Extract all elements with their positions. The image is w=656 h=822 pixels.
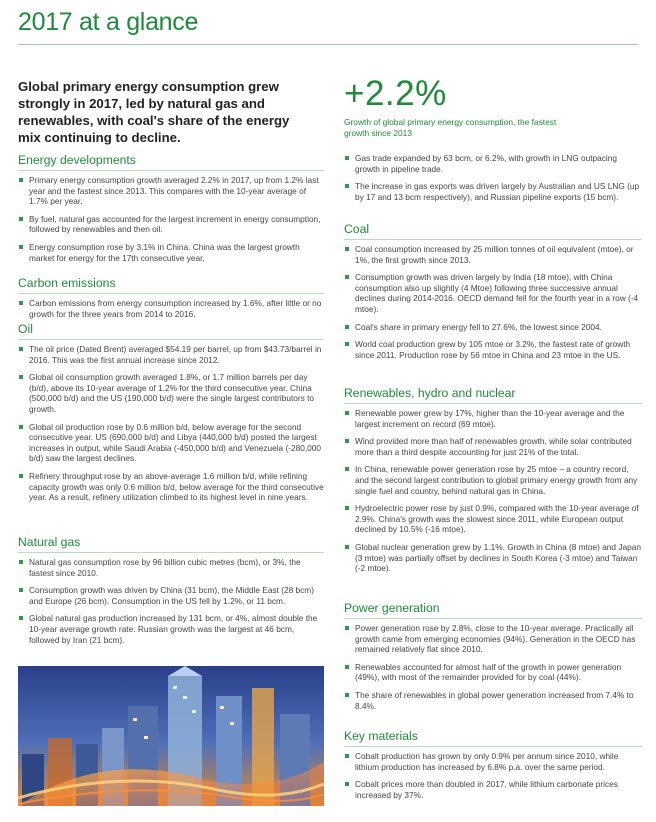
section-heading: Energy developments [18,153,324,171]
section-energy-developments [18,153,324,270]
page-title: 2017 at a glance [18,8,199,36]
bullet-list [344,751,642,800]
section-oil [18,322,324,510]
bullet-list [344,623,642,711]
list-item: Wind provided more than half of renewables growth, while solar contributed more than a third despite accounting for just 21% of the total. [344,436,642,457]
city-skyline-photo [18,666,324,806]
section-key-materials [344,729,642,807]
section-heading: Carbon emissions [18,276,324,294]
list-item: Cobalt prices more than doubled in 2017, while lithium carbonate prices increased by 37%. [344,779,642,800]
section-power-generation [344,601,642,718]
section-heading: Renewables, hydro and nuclear [344,386,642,404]
section-natural-gas-continued [344,153,642,209]
section-natural-gas [18,535,324,652]
bullet-list [344,244,642,360]
section-heading: Power generation [344,601,642,619]
list-item: In China, renewable power generation rose by 25 mtoe – a country record, and the second largest contribution to global primary energy growth from any single fuel and country, behind natural gas in China. [344,464,642,496]
list-item: Renewables accounted for almost half of the growth in power generation (49%), with most of the remainder provided for by coal (44%). [344,662,642,683]
list-item: Coal's share in primary energy fell to 27.6%, the lowest since 2004. [344,322,642,333]
section-heading: Natural gas [18,535,324,553]
list-item: Primary energy consumption growth averaged 2.2% in 2017, up from 1.2% last year and the fastest since 2013. This compares with the 10-year average of 1.7% per year. [18,175,324,207]
list-item: Global natural gas production increased by 131 bcm, or 4%, almost double the 10-year average growth rate. Russian growth was the largest at 46 bcm, followed by Iran (21 bcm). [18,613,324,645]
list-item: Consumption growth was driven by China (31 bcm), the Middle East (28 bcm) and Europe (26 bcm). Consumption in the US fell by 1.2%, or 11 bcm. [18,585,324,606]
list-item: Hydroelectric power rose by just 0.9%, compared with the 10-year average of 2.9%. China's growth was the slowest since 2011, while European output declined by 10.5% (-16 mtoe). [344,503,642,535]
bullet-list [18,344,324,503]
list-item: The increase in gas exports was driven largely by Australian and US LNG (up by 17 and 13 bcm respectively), and Russian pipeline exports (15 bcm). [344,181,642,202]
section-heading: Coal [344,222,642,240]
list-item: Refinery throughput rose by an above-average 1.6 million b/d, while refining capacity growth was only 0.6 million b/d, below average for the third consecutive year. As a result, refinery utilization climbed to its highest level in nine years. [18,471,324,503]
list-item: Power generation rose by 2.8%, close to the 10-year average. Practically all growth came from emerging economies (94%). Generation in the OECD has remained relatively flat since 2010. [344,623,642,655]
list-item: Gas trade expanded by 63 bcm, or 6.2%, with growth in LNG outpacing growth in pipeline trade. [344,153,642,174]
list-item: Energy consumption rose by 3.1% in China. China was the largest growth market for energy for the 17th consecutive year. [18,242,324,263]
bullet-list [18,557,324,645]
section-heading: Oil [18,322,324,340]
list-item: The oil price (Dated Brent) averaged $54.19 per barrel, up from $43.73/barrel in 2016. This was the first annual increase since 2012. [18,344,324,365]
list-item: By fuel, natural gas accounted for the largest increment in energy consumption, followed by renewables and then oil. [18,214,324,235]
section-carbon-emissions [18,276,324,326]
headline-stat-caption: Growth of global primary energy consumption, the fastest growth since 2013 [344,117,557,138]
bullet-list [344,153,642,202]
list-item: Natural gas consumption rose by 96 billion cubic metres (bcm), or 3%, the fastest since 2010. [18,557,324,578]
section-heading: Key materials [344,729,642,747]
list-item: Global oil consumption growth averaged 1.8%, or 1.7 million barrels per day (b/d), above its 10-year average of 1.2% for the third consecutive year. China (500,000 b/d) and the US (190,000 b/d) were the single largest contributors to growth. [18,372,324,414]
intro-text: Global primary energy consumption grew strongly in 2017, led by natural gas and renewables, with coal's share of the energy mix continuing to decline. [18,79,290,145]
title-divider [18,44,638,45]
list-item: Carbon emissions from energy consumption increased by 1.6%, after little or no growth for the three years from 2014 to 2016. [18,298,324,319]
list-item: World coal production grew by 105 mtoe or 3.2%, the fastest rate of growth since 2011. Production rose by 56 mtoe in China and 23 mtoe in the US. [344,339,642,360]
section-renewables-hydro-nuclear [344,386,642,581]
list-item: Coal consumption increased by 25 million tonnes of oil equivalent (mtoe), or 1%, the first growth since 2013. [344,244,642,265]
list-item: Cobalt production has grown by only 0.9% per annum since 2010, while lithium production has increased by 6.8% p.a. over the same period. [344,751,642,772]
section-coal [344,222,642,367]
list-item: Consumption growth was driven largely by India (18 mtoe), with China consumption also up slightly (4 Mtoe) following three successive annual declines during 2014-2016. OECD demand fell for the fourth year in a row (-4 mtoe). [344,272,642,314]
bullet-list [344,408,642,574]
list-item: Global oil production rose by 0.6 million b/d, below average for the second consecutive year. US (690,000 b/d) and Libya (440,000 b/d) posted the largest increases in output, while Saudi Arabia (-450,000 b/d) and Venezuela (-280,000 b/d) saw the largest declines. [18,422,324,464]
list-item: Global nuclear generation grew by 1.1%. Growth in China (8 mtoe) and Japan (3 mtoe) was partially offset by declines in South Korea (-3 mtoe) and Taiwan (-2 mtoe). [344,542,642,574]
list-item: The share of renewables in global power generation increased from 7.4% to 8.4%. [344,690,642,711]
bullet-list [18,298,324,319]
headline-stat-value: +2.2% [344,74,447,113]
bullet-list [18,175,324,263]
list-item: Renewable power grew by 17%, higher than the 10-year average and the largest increment on record (69 mtoe). [344,408,642,429]
